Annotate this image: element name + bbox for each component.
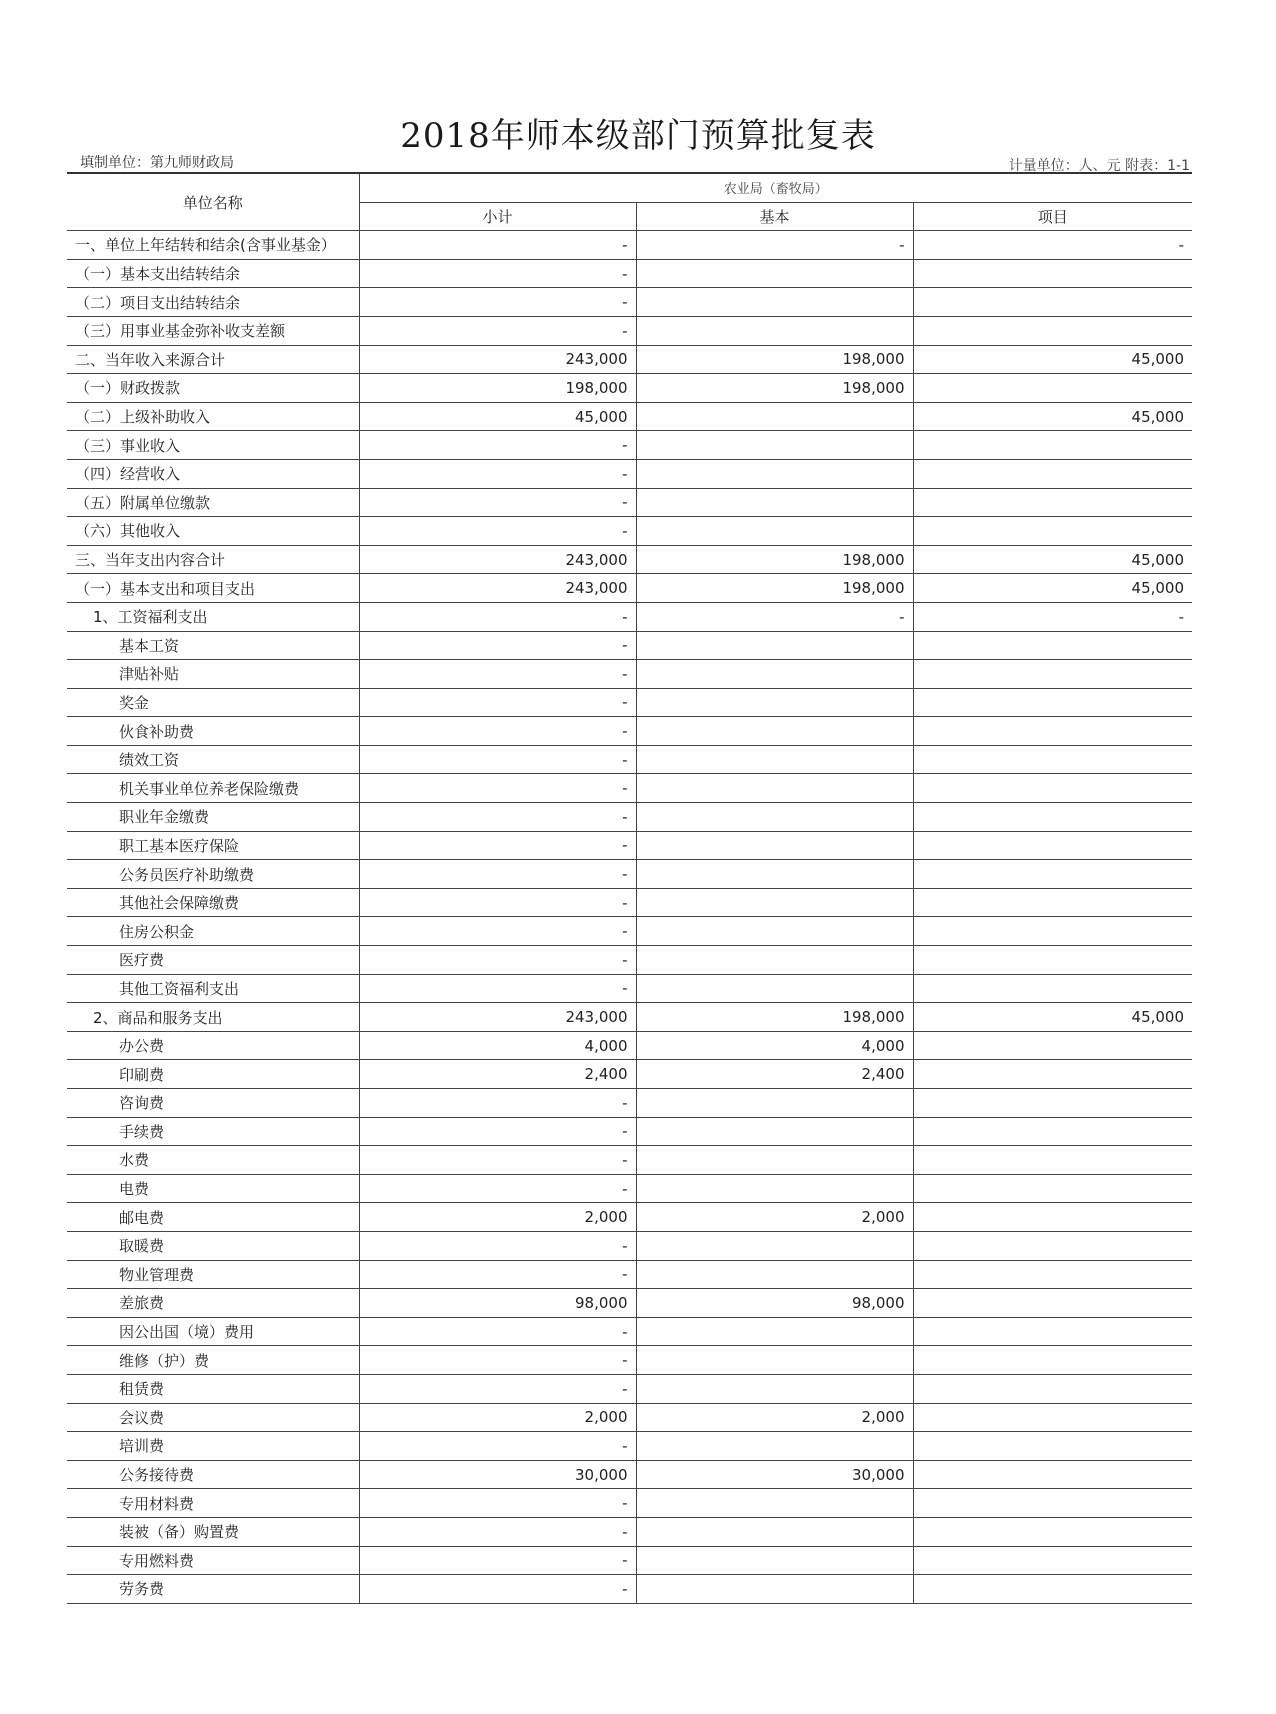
table-row [67, 1203, 1192, 1232]
project-cell [913, 1403, 1192, 1432]
table-row [67, 1432, 1192, 1461]
project-cell [913, 459, 1192, 488]
row-label: 租赁费 [67, 1374, 359, 1403]
project-cell [913, 1289, 1192, 1318]
row-label: 医疗费 [67, 946, 359, 975]
table-row [67, 545, 1192, 574]
row-label: 咨询费 [67, 1089, 359, 1118]
basic-cell [636, 402, 913, 431]
table-row [67, 688, 1192, 717]
basic-cell: 98,000 [636, 1289, 913, 1318]
row-label: （一）基本支出和项目支出 [67, 574, 359, 603]
project-cell [913, 316, 1192, 345]
project-cell [913, 745, 1192, 774]
project-cell: 45,000 [913, 545, 1192, 574]
project-cell [913, 774, 1192, 803]
row-label: 奖金 [67, 688, 359, 717]
subtotal-cell: - [359, 1117, 636, 1146]
basic-cell [636, 803, 913, 832]
project-cell [913, 1146, 1192, 1175]
subtotal-cell: - [359, 1346, 636, 1375]
budget-table-body [67, 231, 1192, 1604]
basic-cell [636, 745, 913, 774]
subtotal-cell: 2,000 [359, 1403, 636, 1432]
basic-cell: 2,400 [636, 1060, 913, 1089]
table-row [67, 774, 1192, 803]
project-cell [913, 888, 1192, 917]
table-row [67, 402, 1192, 431]
basic-cell [636, 1517, 913, 1546]
basic-cell [636, 288, 913, 317]
table-row [67, 259, 1192, 288]
project-cell: - [913, 231, 1192, 260]
subtotal-cell: - [359, 774, 636, 803]
row-label: （四）经营收入 [67, 459, 359, 488]
row-label: 伙食补助费 [67, 717, 359, 746]
basic-cell [636, 1117, 913, 1146]
project-cell [913, 288, 1192, 317]
basic-cell [636, 517, 913, 546]
basic-cell [636, 1089, 913, 1118]
table-row [67, 1146, 1192, 1175]
basic-cell: 2,000 [636, 1403, 913, 1432]
table-row [67, 1031, 1192, 1060]
table-row [67, 1403, 1192, 1432]
project-cell [913, 1374, 1192, 1403]
row-label: （六）其他收入 [67, 517, 359, 546]
row-label: 印刷费 [67, 1060, 359, 1089]
table-row [67, 1546, 1192, 1575]
project-cell [913, 803, 1192, 832]
subtotal-cell: 243,000 [359, 574, 636, 603]
row-label: （一）基本支出结转结余 [67, 259, 359, 288]
table-row [67, 717, 1192, 746]
project-cell: 45,000 [913, 345, 1192, 374]
subtotal-cell: 243,000 [359, 345, 636, 374]
basic-cell: 4,000 [636, 1031, 913, 1060]
basic-cell [636, 974, 913, 1003]
subtotal-cell: - [359, 1575, 636, 1604]
table-row [67, 860, 1192, 889]
basic-cell [636, 917, 913, 946]
basic-cell [636, 1575, 913, 1604]
row-label: 公务接待费 [67, 1460, 359, 1489]
subtotal-cell: 4,000 [359, 1031, 636, 1060]
row-label: 劳务费 [67, 1575, 359, 1604]
table-row [67, 803, 1192, 832]
table-row [67, 345, 1192, 374]
budget-table [67, 172, 1192, 1604]
row-label: 绩效工资 [67, 745, 359, 774]
project-cell [913, 1346, 1192, 1375]
project-cell [913, 1260, 1192, 1289]
subtotal-cell: - [359, 316, 636, 345]
subtotal-cell: 243,000 [359, 545, 636, 574]
table-row [67, 974, 1192, 1003]
subtotal-cell: - [359, 1146, 636, 1175]
project-cell [913, 1060, 1192, 1089]
table-row [67, 917, 1192, 946]
row-label: 三、当年支出内容合计 [67, 545, 359, 574]
budget-table-container [67, 172, 1192, 1604]
row-label: 会议费 [67, 1403, 359, 1432]
basic-cell: 198,000 [636, 1003, 913, 1032]
basic-cell [636, 1432, 913, 1461]
subtotal-cell: - [359, 1174, 636, 1203]
row-label: 住房公积金 [67, 917, 359, 946]
project-cell: - [913, 602, 1192, 631]
table-row [67, 517, 1192, 546]
basic-cell: 30,000 [636, 1460, 913, 1489]
subtotal-cell: - [359, 288, 636, 317]
table-row [67, 1346, 1192, 1375]
row-label: 手续费 [67, 1117, 359, 1146]
table-row [67, 431, 1192, 460]
project-cell [913, 831, 1192, 860]
row-label: 2、商品和服务支出 [67, 1003, 359, 1032]
subtotal-cell: 243,000 [359, 1003, 636, 1032]
project-cell [913, 688, 1192, 717]
basic-cell [636, 1231, 913, 1260]
project-cell [913, 1117, 1192, 1146]
table-row [67, 1374, 1192, 1403]
basic-cell [636, 860, 913, 889]
table-row [67, 631, 1192, 660]
table-row [67, 1489, 1192, 1518]
subtotal-cell: - [359, 431, 636, 460]
row-label: 机关事业单位养老保险缴费 [67, 774, 359, 803]
subtotal-cell: - [359, 688, 636, 717]
project-cell [913, 717, 1192, 746]
project-cell [913, 1203, 1192, 1232]
project-header: 项目 [913, 202, 1192, 231]
row-label: （五）附属单位缴款 [67, 488, 359, 517]
table-row [67, 288, 1192, 317]
project-cell [913, 517, 1192, 546]
project-cell [913, 1575, 1192, 1604]
project-cell [913, 1031, 1192, 1060]
table-row [67, 745, 1192, 774]
table-row [67, 1174, 1192, 1203]
subtotal-cell: 198,000 [359, 374, 636, 403]
basic-cell [636, 774, 913, 803]
unit-name-header: 单位名称 [67, 173, 359, 231]
table-row [67, 1575, 1192, 1604]
row-label: 因公出国（境）费用 [67, 1317, 359, 1346]
subtotal-cell: - [359, 1317, 636, 1346]
basic-cell [636, 1546, 913, 1575]
basic-cell: - [636, 231, 913, 260]
project-cell [913, 1517, 1192, 1546]
row-label: （一）财政拨款 [67, 374, 359, 403]
row-label: 水费 [67, 1146, 359, 1175]
basic-cell [636, 1346, 913, 1375]
basic-cell: 198,000 [636, 345, 913, 374]
project-cell [913, 1489, 1192, 1518]
table-row [67, 1289, 1192, 1318]
basic-cell [636, 1317, 913, 1346]
table-row [67, 1089, 1192, 1118]
table-row [67, 1117, 1192, 1146]
basic-cell: 198,000 [636, 545, 913, 574]
table-row [67, 1231, 1192, 1260]
project-cell [913, 1231, 1192, 1260]
basic-cell: 2,000 [636, 1203, 913, 1232]
basic-cell [636, 660, 913, 689]
basic-header: 基本 [636, 202, 913, 231]
table-row [67, 660, 1192, 689]
basic-cell [636, 431, 913, 460]
project-cell [913, 374, 1192, 403]
subtotal-cell: - [359, 1260, 636, 1289]
subtotal-cell: - [359, 1517, 636, 1546]
row-label: （三）事业收入 [67, 431, 359, 460]
subtotal-cell: 2,400 [359, 1060, 636, 1089]
row-label: （二）上级补助收入 [67, 402, 359, 431]
basic-cell [636, 459, 913, 488]
subtotal-cell: - [359, 459, 636, 488]
table-row [67, 946, 1192, 975]
row-label: 二、当年收入来源合计 [67, 345, 359, 374]
measure-unit-label: 计量单位：人、元 附表：1-1 [1008, 158, 1190, 174]
project-cell [913, 946, 1192, 975]
row-label: 电费 [67, 1174, 359, 1203]
subtotal-cell: - [359, 259, 636, 288]
fill-unit-label: 填制单位：第九师财政局 [80, 155, 234, 171]
subtotal-cell: - [359, 831, 636, 860]
basic-cell [636, 316, 913, 345]
row-label: （二）项目支出结转结余 [67, 288, 359, 317]
row-label: 其他工资福利支出 [67, 974, 359, 1003]
row-label: 公务员医疗补助缴费 [67, 860, 359, 889]
table-row [67, 1517, 1192, 1546]
table-row [67, 888, 1192, 917]
project-cell [913, 917, 1192, 946]
subtotal-cell: - [359, 745, 636, 774]
subtotal-cell: 2,000 [359, 1203, 636, 1232]
row-label: 基本工资 [67, 631, 359, 660]
row-label: 培训费 [67, 1432, 359, 1461]
row-label: 一、单位上年结转和结余(含事业基金） [67, 231, 359, 260]
project-cell [913, 488, 1192, 517]
row-label: 办公费 [67, 1031, 359, 1060]
basic-cell: - [636, 602, 913, 631]
subtotal-cell: - [359, 803, 636, 832]
basic-cell [636, 946, 913, 975]
project-cell [913, 1174, 1192, 1203]
table-row [67, 574, 1192, 603]
table-row [67, 1460, 1192, 1489]
subtotal-cell: - [359, 1432, 636, 1461]
department-group-header: 农业局（畜牧局） [359, 173, 1192, 202]
basic-cell [636, 1146, 913, 1175]
table-row [67, 1060, 1192, 1089]
row-label: 1、工资福利支出 [67, 602, 359, 631]
basic-cell [636, 888, 913, 917]
table-row [67, 1317, 1192, 1346]
basic-cell [636, 1374, 913, 1403]
subtotal-cell: - [359, 1374, 636, 1403]
table-row [67, 602, 1192, 631]
row-label: 其他社会保障缴费 [67, 888, 359, 917]
basic-cell [636, 1174, 913, 1203]
subtotal-cell: - [359, 1089, 636, 1118]
table-row [67, 831, 1192, 860]
table-row [67, 1003, 1192, 1032]
table-row [67, 488, 1192, 517]
row-label: （三）用事业基金弥补收支差额 [67, 316, 359, 345]
subtotal-cell: - [359, 1231, 636, 1260]
project-cell [913, 1317, 1192, 1346]
table-row [67, 374, 1192, 403]
subtotal-header: 小计 [359, 202, 636, 231]
row-label: 取暖费 [67, 1231, 359, 1260]
row-label: 邮电费 [67, 1203, 359, 1232]
page-title: 2018年师本级部门预算批复表 [400, 116, 876, 156]
subtotal-cell: - [359, 660, 636, 689]
basic-cell [636, 488, 913, 517]
row-label: 职工基本医疗保险 [67, 831, 359, 860]
project-cell [913, 259, 1192, 288]
project-cell [913, 1460, 1192, 1489]
row-label: 专用材料费 [67, 1489, 359, 1518]
project-cell [913, 660, 1192, 689]
row-label: 物业管理费 [67, 1260, 359, 1289]
basic-cell [636, 631, 913, 660]
subtotal-cell: - [359, 888, 636, 917]
subtotal-cell: - [359, 231, 636, 260]
subtotal-cell: - [359, 946, 636, 975]
project-cell: 45,000 [913, 574, 1192, 603]
basic-cell [636, 831, 913, 860]
basic-cell [636, 717, 913, 746]
basic-cell [636, 1260, 913, 1289]
subtotal-cell: 98,000 [359, 1289, 636, 1318]
subtotal-cell: 30,000 [359, 1460, 636, 1489]
basic-cell [636, 688, 913, 717]
subtotal-cell: - [359, 1546, 636, 1575]
project-cell [913, 860, 1192, 889]
row-label: 专用燃料费 [67, 1546, 359, 1575]
project-cell: 45,000 [913, 1003, 1192, 1032]
project-cell [913, 974, 1192, 1003]
project-cell [913, 1546, 1192, 1575]
subtotal-cell: - [359, 488, 636, 517]
project-cell [913, 1432, 1192, 1461]
table-row [67, 459, 1192, 488]
subtotal-cell: - [359, 974, 636, 1003]
row-label: 职业年金缴费 [67, 803, 359, 832]
subtotal-cell: - [359, 717, 636, 746]
project-cell [913, 431, 1192, 460]
table-row [67, 1260, 1192, 1289]
subtotal-cell: - [359, 917, 636, 946]
basic-cell: 198,000 [636, 574, 913, 603]
subtotal-cell: 45,000 [359, 402, 636, 431]
row-label: 装被（备）购置费 [67, 1517, 359, 1546]
subtotal-cell: - [359, 860, 636, 889]
row-label: 差旅费 [67, 1289, 359, 1318]
table-row [67, 231, 1192, 260]
subtotal-cell: - [359, 631, 636, 660]
table-row [67, 316, 1192, 345]
project-cell: 45,000 [913, 402, 1192, 431]
row-label: 维修（护）费 [67, 1346, 359, 1375]
project-cell [913, 1089, 1192, 1118]
subtotal-cell: - [359, 1489, 636, 1518]
subtotal-cell: - [359, 517, 636, 546]
basic-cell [636, 1489, 913, 1518]
subtotal-cell: - [359, 602, 636, 631]
basic-cell: 198,000 [636, 374, 913, 403]
basic-cell [636, 259, 913, 288]
project-cell [913, 631, 1192, 660]
row-label: 津贴补贴 [67, 660, 359, 689]
